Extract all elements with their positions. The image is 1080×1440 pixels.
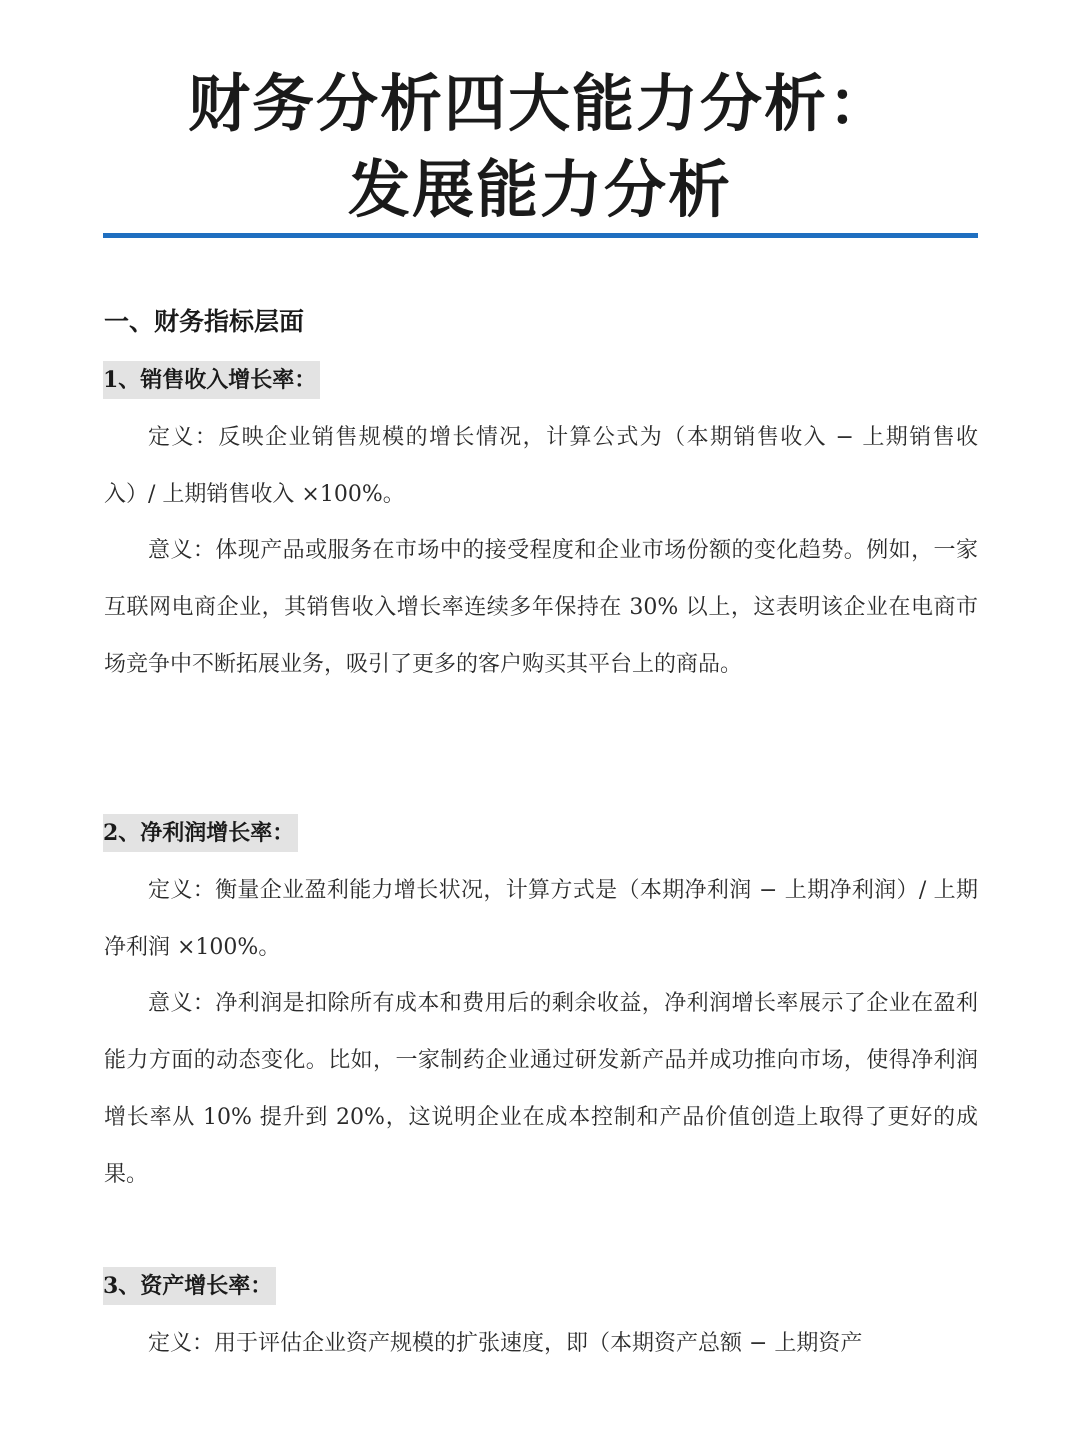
item-meaning-sales-growth: 意义：体现产品或服务在市场中的接受程度和企业市场份额的变化趋势。例如，一家互联网电商企业，其销售收入增长率连续多年保持在 30% 以上，这表明该企业在电商市场竞争中不断拓展业务，吸引了更多的客户购买其平台上的商品。: [104, 538, 978, 677]
item-definition-sales-growth: 定义：反映企业销售规模的增长情况，计算公式为（本期销售收入 − 上期销售收入）/ 上期销售收入 ×100%。: [104, 425, 978, 507]
item-definition-asset-growth: 定义：用于评估企业资产规模的扩张速度，即（本期资产总额 − 上期资产: [148, 1331, 863, 1356]
item-heading-net-profit-growth: 2、净利润增长率：: [103, 814, 298, 852]
item-heading-sales-growth: 1、销售收入增长率：: [103, 361, 320, 399]
title-divider: [103, 233, 978, 238]
item-heading-asset-growth: 3、资产增长率：: [103, 1267, 276, 1305]
section-heading: 一、财务指标层面: [104, 307, 305, 336]
item-definition-net-profit-growth: 定义：衡量企业盈利能力增长状况，计算方式是（本期净利润 − 上期净利润）/ 上期净利润 ×100%。: [104, 878, 978, 960]
item-meaning-net-profit-growth: 意义：净利润是扣除所有成本和费用后的剩余收益，净利润增长率展示了企业在盈利能力方面的动态变化。比如，一家制药企业通过研发新产品并成功推向市场，使得净利润增长率从 10% 提升到 20%，这说明企业在成本控制和产品价值创造上取得了更好的成果。: [104, 991, 978, 1187]
page-title-line-2: 发展能力分析: [347, 153, 732, 226]
page-title-line-1: 财务分析四大能力分析：: [187, 67, 892, 140]
